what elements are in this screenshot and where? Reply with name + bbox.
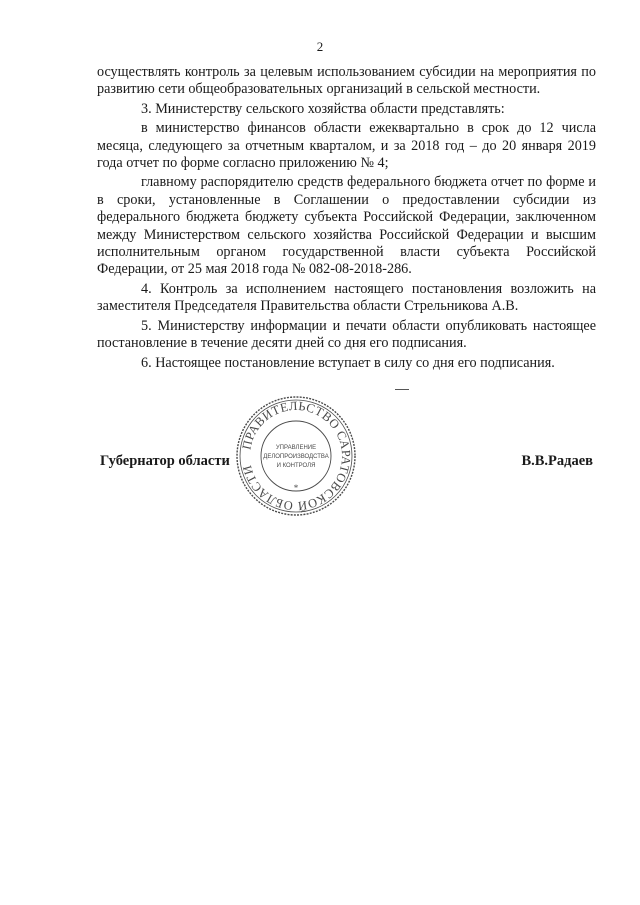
paragraph-item-3: 3. Министерству сельского хозяйства области представлять: (141, 100, 505, 117)
paragraph-federal-report: главному распорядителю средств федерального бюджета отчет по форме и в сроки, установленные в Соглашении о предоставлении субсидии из федерального бюджета бюджету субъекта Российской Федерации, заключенном между Министерством сельского хозяйства Российской Федерации и высшим исполнительным органом государственной власти субъекта Российской Федерации, от 25 мая 2018 года № 082-08-2018-286. (97, 174, 596, 278)
signature-block (97, 450, 596, 474)
seal-center-line-2: ДЕЛОПРОИЗВОДСТВА (263, 454, 329, 460)
document-body (97, 64, 596, 374)
seal-center-line-3: И КОНТРОЛЯ (276, 463, 316, 469)
paragraph-finance-report: в министерство финансов области ежеквартально в срок до 12 числа месяца, следующего за отчетным кварталом, и за 2018 год – до 20 января 2019 года отчет по форме согласно приложению № 4; (97, 120, 596, 172)
stray-mark (395, 389, 409, 390)
seal-center-line-1: УПРАВЛЕНИЕ (275, 445, 317, 451)
seal-star: * (293, 483, 299, 493)
paragraph-item-5: 5. Министерству информации и печати области опубликовать настоящее постановление в течение десяти дней со дня его подписания. (97, 317, 596, 352)
signature-name: В.В.Радаев (521, 453, 593, 469)
paragraph-subsidy-control: осуществлять контроль за целевым использованием субсидии на мероприятия по развитию сети общеобразовательных организаций в сельской местности. (97, 64, 596, 98)
paragraph-item-4: 4. Контроль за исполнением настоящего постановления возложить на заместителя Председателя Правительства области Стрельникова А.В. (97, 280, 596, 315)
seal-ring-textpath: ПРАВИТЕЛЬСТВО САРАТОВСКОЙ ОБЛАСТИ (239, 398, 354, 514)
page-number: 2 (316, 39, 324, 54)
paragraph-item-6: 6. Настоящее постановление вступает в силу со дня его подписания. (141, 354, 555, 371)
signature-title: Губернатор области (100, 453, 230, 469)
